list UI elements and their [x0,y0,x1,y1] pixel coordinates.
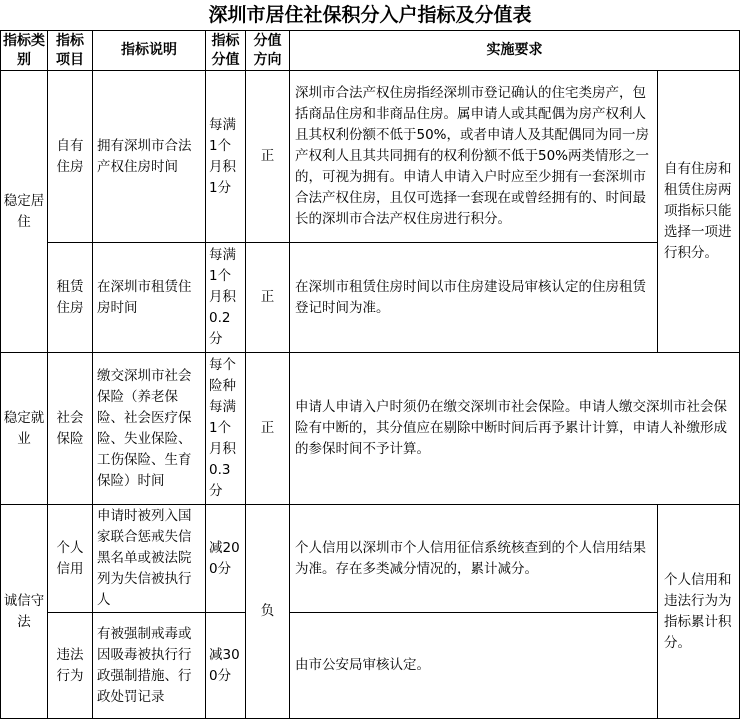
direction-integrity: 负 [246,505,290,719]
item-rental-housing: 租赁住房 [48,243,93,353]
category-integrity: 诚信守法 [1,505,48,719]
category-stable-employment: 稳定就业 [1,353,48,505]
direction-owned-housing: 正 [246,71,290,243]
table-row-personal-credit [1,505,740,613]
requirement-personal-credit: 个人信用以深圳市个人信用征信系统核查到的个人信用结果为准。存在多类减分情况的，累计减分。 [290,505,658,613]
item-violation: 违法行为 [48,613,93,719]
description-social-insurance: 缴交深圳市社会保险（养老保险、社会医疗保险、失业保险、工伤保险、生育保险）时间 [93,353,206,505]
item-owned-housing: 自有住房 [48,71,93,243]
header-description: 指标说明 [93,31,206,71]
header-item: 指标项目 [48,31,93,71]
header-category: 指标类别 [1,31,48,71]
table-row-rental-housing [1,243,740,353]
header-requirement: 实施要求 [290,31,740,71]
direction-rental-housing: 正 [246,243,290,353]
value-personal-credit: 减200分 [206,505,246,613]
description-owned-housing: 拥有深圳市合法产权住房时间 [93,71,206,243]
table-row-social-insurance [1,353,740,505]
item-personal-credit: 个人信用 [48,505,93,613]
value-violation: 减300分 [206,613,246,719]
description-violation: 有被强制戒毒或因吸毒被执行行政强制措施、行政处罚记录 [93,613,206,719]
header-direction: 分值方向 [246,31,290,71]
description-rental-housing: 在深圳市租赁住房时间 [93,243,206,353]
table-row-owned-housing [1,71,740,243]
description-personal-credit: 申请时被列入国家联合惩戒失信黑名单或被法院列为失信被执行人 [93,505,206,613]
value-social-insurance: 每个险种每满1个月积0.3分 [206,353,246,505]
points-table [0,30,740,719]
table-row-violation [1,613,740,719]
category-stable-living: 稳定居住 [1,71,48,353]
direction-social-insurance: 正 [246,353,290,505]
requirement-rental-housing: 在深圳市租赁住房时间以市住房建设局审核认定的住房租赁登记时间为准。 [290,243,658,353]
requirement-owned-housing: 深圳市合法产权住房指经深圳市登记确认的住宅类房产，包括商品住房和非商品住房。属申请人或其配偶为房产权利人且其权利份额不低于50%，或者申请人及其配偶同为同一房产权利人且其共同拥有的权利份额不低于50%两类情形之一的，可视为拥有。申请人申请入户时应至少拥有一套深圳市合法产权住房，且仅可选择一套现在或曾经拥有的、时间最长的深圳市合法产权住房进行积分。 [290,71,658,243]
value-rental-housing: 每满1个月积0.2分 [206,243,246,353]
note-integrity: 个人信用和违法行为为指标累计积分。 [658,505,740,719]
header-value: 指标分值 [206,31,246,71]
requirement-violation: 由市公安局审核认定。 [290,613,658,719]
value-owned-housing: 每满1个月积1分 [206,71,246,243]
page-title: 深圳市居住社保积分入户指标及分值表 [208,4,532,26]
header-row [1,31,740,71]
item-social-insurance: 社会保险 [48,353,93,505]
requirement-social-insurance: 申请人申请入户时须仍在缴交深圳市社会保险。申请人缴交深圳市社会保险有中断的，其分值应在剔除中断时间后再予累计计算，申请人补缴形成的参保时间不予计算。 [290,353,740,505]
note-housing: 自有住房和租赁住房两项指标只能选择一项进行积分。 [658,71,740,353]
